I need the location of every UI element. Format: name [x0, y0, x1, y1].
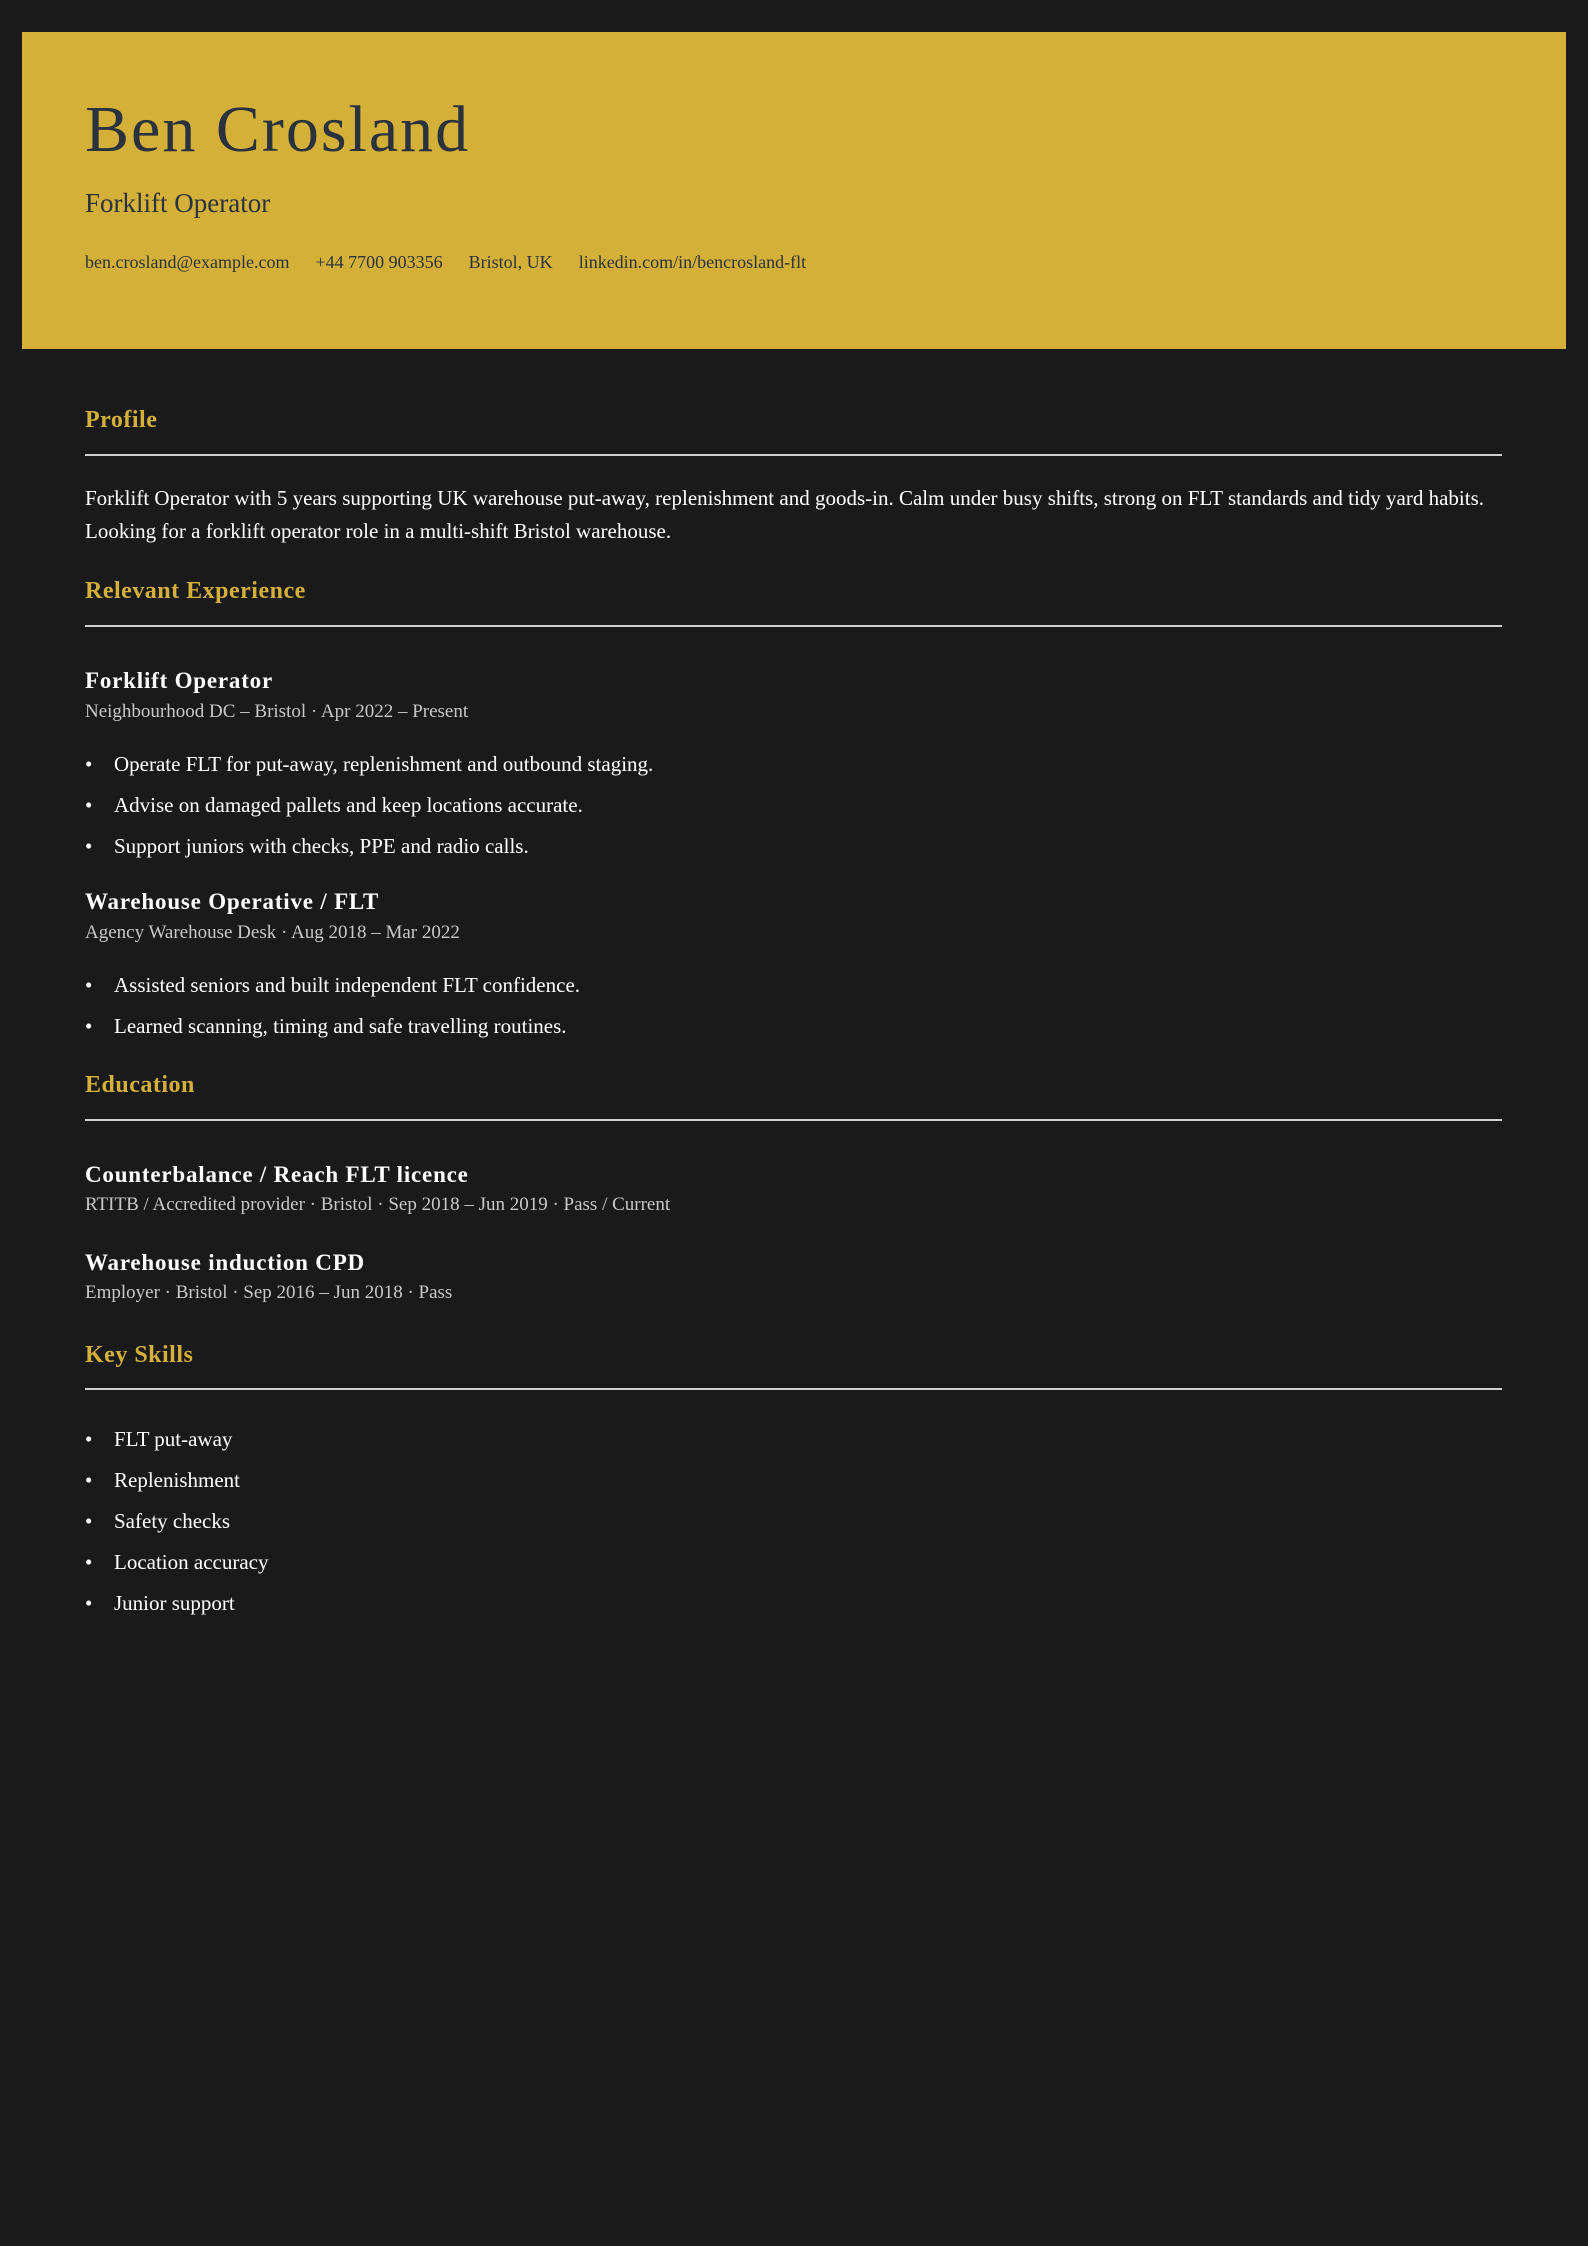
candidate-role: Forklift Operator — [85, 188, 271, 218]
job-title: Forklift Operator — [85, 668, 273, 693]
skills-list — [85, 1419, 269, 1624]
contact-row — [85, 252, 806, 274]
education-title: Warehouse induction CPD — [85, 1250, 365, 1275]
list-item: • Junior support — [85, 1583, 269, 1624]
resume-header — [22, 32, 1566, 349]
section-divider — [85, 625, 1502, 627]
list-item: • FLT put-away — [85, 1419, 269, 1460]
section-divider — [85, 1388, 1502, 1390]
section-title-experience: Relevant Experience — [85, 578, 306, 604]
job-meta: Agency Warehouse Desk · Aug 2018 – Mar 2022 — [85, 922, 460, 943]
list-item: • Operate FLT for put-away, replenishment and outbound staging. — [85, 744, 653, 785]
list-item: • Location accuracy — [85, 1542, 269, 1583]
list-item: • Support juniors with checks, PPE and radio calls. — [85, 826, 653, 867]
contact-email[interactable]: ben.crosland@example.com — [85, 252, 290, 272]
job-title: Warehouse Operative / FLT — [85, 889, 380, 914]
contact-location: Bristol, UK — [468, 252, 553, 272]
education-meta: RTITB / Accredited provider · Bristol · Sep 2018 – Jun 2019 · Pass / Current — [85, 1194, 671, 1215]
job-bullets — [85, 744, 653, 867]
education-meta: Employer · Bristol · Sep 2016 – Jun 2018 · Pass — [85, 1282, 453, 1303]
candidate-name: Ben Crosland — [85, 93, 471, 166]
job-meta: Neighbourhood DC – Bristol · Apr 2022 – Present — [85, 701, 469, 722]
list-item: • Safety checks — [85, 1501, 269, 1542]
list-item: • Assisted seniors and built independent FLT confidence. — [85, 965, 580, 1006]
section-title-profile: Profile — [85, 407, 158, 433]
profile-text: Forklift Operator with 5 years supporting UK warehouse put-away, replenishment and goods-in. Calm under busy shifts, strong on FLT standards and tidy yard habits. Looking for a forklift operator role in a multi-shift Bristol warehouse. — [85, 486, 1485, 543]
contact-phone[interactable]: +44 7700 903356 — [315, 252, 443, 272]
job-bullets — [85, 965, 580, 1047]
education-title: Counterbalance / Reach FLT licence — [85, 1162, 469, 1187]
section-divider — [85, 454, 1502, 456]
list-item: • Advise on damaged pallets and keep locations accurate. — [85, 785, 653, 826]
list-item: • Replenishment — [85, 1460, 269, 1501]
list-item: • Learned scanning, timing and safe travelling routines. — [85, 1006, 580, 1047]
section-divider — [85, 1119, 1502, 1121]
contact-linkedin[interactable]: linkedin.com/in/bencrosland-flt — [578, 252, 807, 272]
section-title-skills: Key Skills — [85, 1342, 194, 1368]
section-title-education: Education — [85, 1072, 195, 1098]
